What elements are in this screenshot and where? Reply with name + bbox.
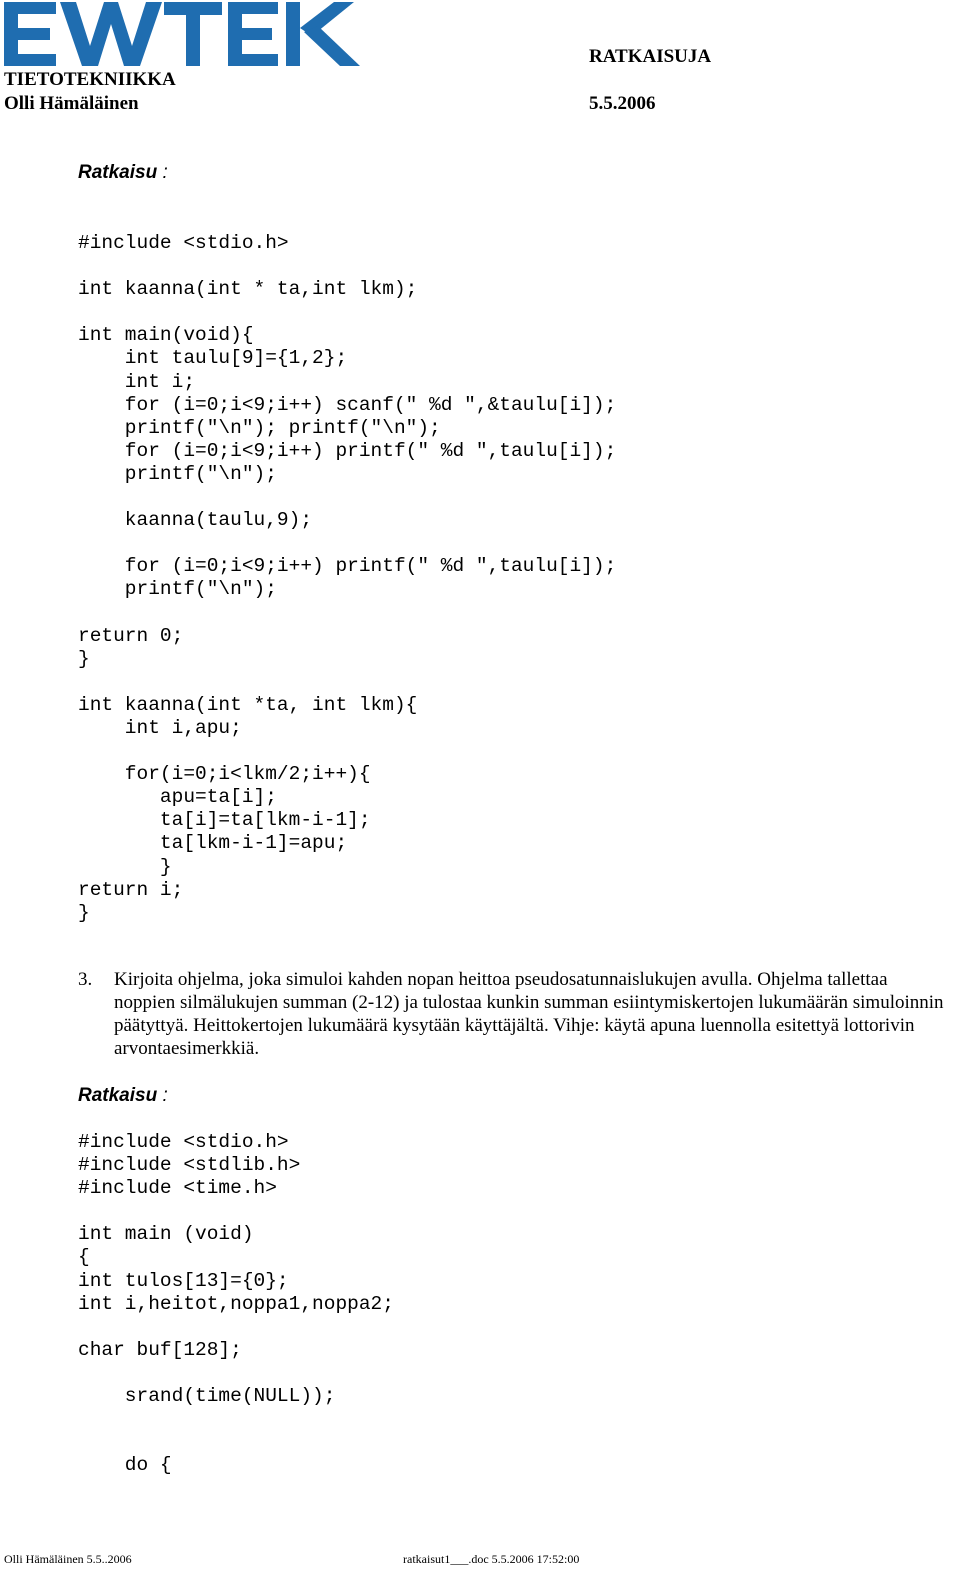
solution-label-1 xyxy=(78,162,168,184)
task-number: 3. xyxy=(78,969,93,990)
footer-left: Olli Hämäläinen 5.5..2006 xyxy=(4,1552,132,1566)
solution-label-bold: Ratkaisu xyxy=(78,1085,158,1106)
department: TIETOTEKNIIKKA xyxy=(4,69,176,90)
footer-right: ratkaisut1___.doc 5.5.2006 17:52:00 xyxy=(403,1552,580,1566)
code-block-1: #include <stdio.h> int kaanna(int * ta,int lkm); int main(void){ int taulu[9]={1,2}; int i; for (i=0;i<9;i++) scanf(" %d ",&taulu[i]); printf("\n"); printf("\n"); for (i=0;i<9;i++) printf(" %d ",taulu[i]); printf("\n"); kaanna(taulu,9); for (i=0;i<9;i++) printf(" %d ",taulu[i]); printf("\n"); return 0; } int kaanna(int *ta, int lkm){ int i,apu; for(i=0;i<lkm/2;i++){ apu=ta[i]; ta[i]=ta[lkm-i-1]; ta[lkm-i-1]=apu; } return i; } xyxy=(78,232,617,924)
doc-type: RATKAISUJA xyxy=(589,46,712,67)
solution-label-bold: Ratkaisu xyxy=(78,162,158,183)
ewtek-logo xyxy=(4,2,376,66)
task-text: Kirjoita ohjelma, joka simuloi kahden nopan heittoa pseudosatunnaislukujen avulla. Ohjelma tallettaa noppien silmälukujen summan (2-12) ja tulostaa kunkin summan esiintymiskertojen lukumäärän simuloinnin päätyttyä. Heittokertojen lukumäärä kysytään käyttäjältä. Vihje: käytä apuna luennolla esitettyä lottorivin arvontaesimerkkiä. xyxy=(114,969,944,1060)
author: Olli Hämäläinen xyxy=(4,93,139,114)
code-block-2: #include <stdio.h> #include <stdlib.h> #include <time.h> int main (void) { int tulos[13]={0}; int i,heitot,noppa1,noppa2; char buf[128]; srand(time(NULL)); do { xyxy=(78,1131,394,1477)
solution-label-colon: : xyxy=(157,1085,168,1106)
task-3 xyxy=(78,968,953,1060)
solution-label-colon: : xyxy=(157,162,168,183)
solution-label-2 xyxy=(78,1085,168,1107)
date: 5.5.2006 xyxy=(589,93,656,114)
